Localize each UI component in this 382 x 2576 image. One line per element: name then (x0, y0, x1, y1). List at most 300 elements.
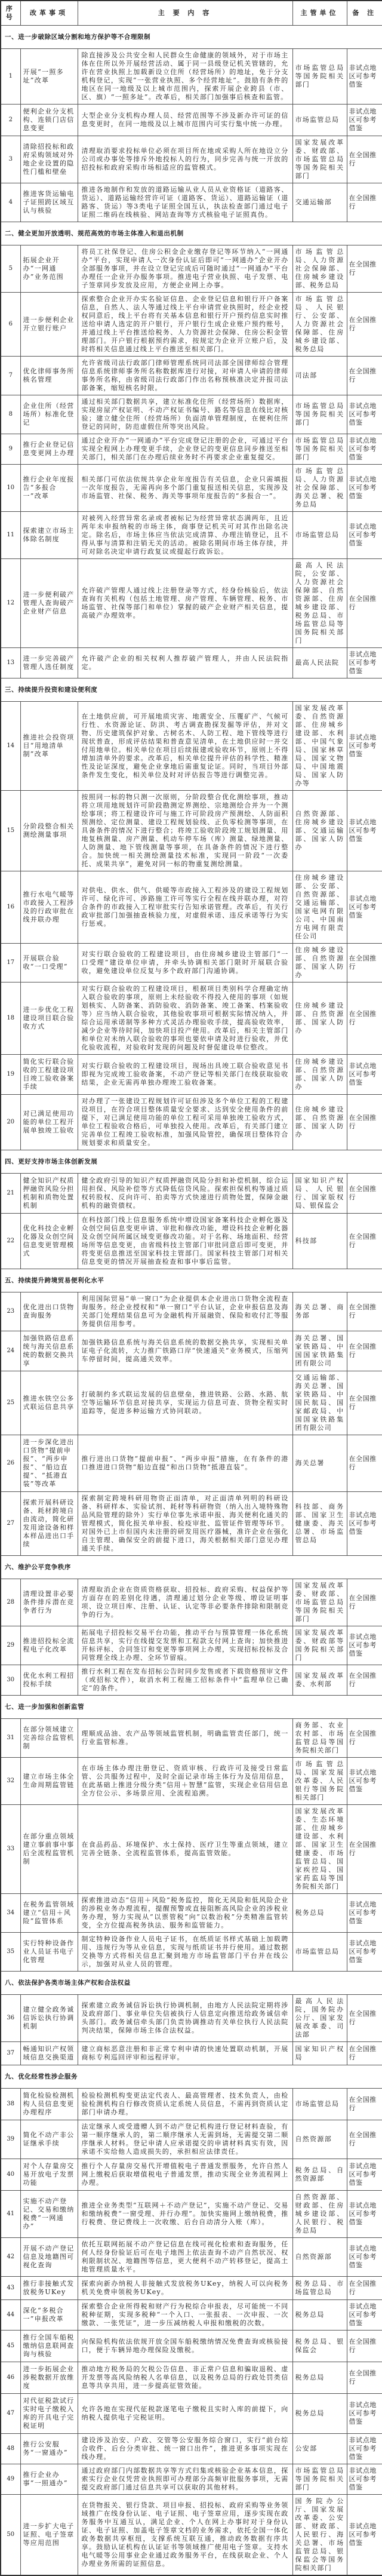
remark: 在全国推行 (347, 559, 382, 648)
reform-item: 推进招投标全流程电子化改革 (20, 1626, 78, 1665)
main-content: 检验检测机构变更法定代表人、最高管理者、技术负责人，由检验检测机构自行修改资质认定系统人员信息，不需再到资质认定部门申请办理。 (78, 2089, 292, 2120)
table-row (1, 1719, 382, 1758)
section-title: 三、持续提升投资和建设便利度 (1, 678, 382, 702)
reform-item: 优化水利工程招投标手续 (20, 1665, 78, 1696)
responsible-department: 交通运输部 (292, 183, 347, 222)
remark: 非试点地区可参考借鉴 (347, 648, 382, 678)
remark: 非试点地区可参考借鉴 (347, 2159, 382, 2191)
table-row (1, 2300, 382, 2331)
section-title: 九、优化经常性涉企服务 (1, 2065, 382, 2089)
responsible-department: 国家发展改革委、财政部、市场监管总局等国务院相关部门 (292, 1579, 347, 1626)
table-row (1, 2434, 382, 2464)
reform-item: 实行特种设备作业人员证书电子化管理 (20, 1933, 78, 1972)
row-number: 29 (1, 1626, 20, 1665)
remark: 在全国推行 (347, 1665, 382, 1696)
remark: 在全国推行 (347, 2089, 382, 2120)
row-number: 11 (1, 512, 20, 559)
remark: 在全国推行 (347, 1805, 382, 1894)
reform-item: 建立健全政务诚信诉讼执行协调机制 (20, 1995, 78, 2042)
reform-item: 进一步深化进出口货物“提前申报”、“两步申报”、“船边直提”、“抵港直装”等改革 (20, 1435, 78, 1492)
responsible-department: 税务总局、银保监会 (292, 2331, 347, 2362)
table-row (1, 702, 382, 791)
main-content: 推行水利工程在发布招标公告时同步发售或者下载资格预审文件（或招标文件），取消水利工程施工招标条件中“监理单位已确定”的条件。 (78, 1665, 292, 1696)
remark: 非试点地区可参考借鉴 (347, 1894, 382, 1933)
table-row (1, 2159, 382, 2191)
remark: 在全国推行 (347, 136, 382, 183)
reform-item: 开展“一照多址”改革 (20, 49, 78, 105)
responsible-department: 国家发展改革委、生态环境部、住房城乡建设部、水利部、国家卫生健康委、市场监管总局、国家疾控局、国家药监局等国务院相关部门 (292, 1805, 347, 1894)
main-content: 法定继承人或受遗赠人到不动产登记机构进行登记材料查验，有第一顺序继承人的，第二顺序继承人无需到场，无需提交第二顺序继承人材料。登记申请人应承诺提交的申请材料真实有效，因承诺不实给他人造成损失的，承担相应法律责任。 (78, 2120, 292, 2159)
table-row (1, 1805, 382, 1894)
main-content: 推进各地制作和发放的道路运输从业人员从业资格证（道路客、货运）、道路运输经营许可证（道路客、货运）、道路运输证（道路客、货运）等3类电子证照全国互认，执法检查部门通过电子证照二维码在线核验、网站查询等方式核验电子证照真伪。 (78, 183, 292, 222)
row-number: 36 (1, 1995, 20, 2042)
responsible-department: 市场监管总局、人力资源社会保障部、海关总署、税务总局 (292, 465, 347, 512)
table-row (1, 1095, 382, 1150)
responsible-department: 最高人民法院，公安部、人力资源社会保障部、自然资源部、住房城乡建设部、税务总局、市场监管总局等国务院相关部门 (292, 559, 347, 648)
table-row (1, 1371, 382, 1435)
row-number: 30 (1, 1665, 20, 1696)
remark: 在全国推行 (347, 1995, 382, 2042)
main-content: 在科技部门线上信息服务系统中增设国家备案科技企业孵化器及众创空间信息变更申请、审批和修改功能，增设科技企业孵化器及众创空间所属区域变更修改功能。对于名称、场地面积、经营场所等信息变更，由省级科技主管部门审批同意后即可变更，并将变更信息推送至国家科技主管部门。国家科技主管部门对相关信息变更的情况开展抽查检查和事中事后监管。 (78, 1214, 292, 1269)
row-number: 3 (1, 136, 20, 183)
reform-item: 深化“多税合一”申报改革 (20, 2300, 78, 2331)
row-number: 28 (1, 1579, 20, 1626)
table-row (1, 648, 382, 678)
main-content: 在货物报关、银行贷款、项目申报、招投标、政府采购等业务领域推广在线身份认证、电子证照、电子签章应用，逐步实现在政务服务中互通互认，满足企业、个人在网上办事时对于身份认证、电子证照、加盖电子签章文档的业务需求，依托全国一体化政务数据共享枢纽，支撑系统互联互通，推动政务数据有序共享。鼓励认证机构在认证证书等领域推广使用电子签章。支持水电气暖等公用事业企业通过政务服务平台，在线获取企业、个人办理业务所需的证照信息。 (78, 2495, 292, 2576)
row-number: 43 (1, 2277, 20, 2300)
header-content: 主 要 内 容 (78, 1, 292, 26)
table-row (1, 1292, 382, 1331)
responsible-department: 市场监管总局 (292, 1933, 347, 1972)
table-row (1, 2495, 382, 2576)
main-content: 推进全业务类型“互联网＋不动产登记”，实施不动产登记、交易和缴纳税费“一窗受理、并行办理”。加快实施网上缴纳税费，推行税费、登记费线上一次收缴、后台自动清分入账（库）。 (78, 2191, 292, 2238)
responsible-department: 最高人民法院，国务院办公厅、国家发展改革委、司法部 (292, 1995, 347, 2042)
header-no: 序号 (1, 1, 20, 26)
main-content: 在土地供应前，可开展地质灾害、地震安全、压覆矿产、气候可行性、水资源论证、防洪、考古调查勘探发掘等评估，并对文物、历史建筑保护对象、古树名木、人防工程、地下管线等进行现状普查，形成评估结果和普查意见清单，在土地供应时一并交付用地单位。相关单位在项目后续报建或验收环节，原则上不得增加清单外的要求。改革后，相关单位提升评估的科学性、精准性及论证深度，避免企业拿地后需重复论证。同时，当项目外部条件发生变化，相关单位及时对评估报告等进行调整完善。 (78, 702, 292, 791)
row-number: 32 (1, 1758, 20, 1805)
remark: 在全国推行 (347, 1719, 382, 1758)
responsible-department: 住房城乡建设部、自然资源部、国家人防办 (292, 944, 347, 982)
section-row (1, 26, 382, 49)
reform-item: 优化律师事务所核名管理 (20, 357, 78, 395)
responsible-department: 税务总局、市场监管总局 (292, 2277, 347, 2300)
table-row (1, 2238, 382, 2277)
reform-item: 进一步便利企业开立银行账户 (20, 293, 78, 357)
table-row (1, 357, 382, 395)
main-content: 健全政府引导的知识产权质押融资风险分担和补偿机制，综合运用担保、风险补偿等方式降低信贷风险。探索担保机构等通过质权转股权、反向许可、拍卖等方式快速进行质物处置，保障金融机构的融资债权。 (78, 1174, 292, 1214)
section-title: 二、健全更加开放透明、规范高效的市场主体准入和退出机制 (1, 222, 382, 245)
responsible-department: 国家知识产权局 (292, 2042, 347, 2065)
responsible-department: 市场监管总局、人民银行、公安部、人力资源社会保障部、住房城乡建设部、税务总局 (292, 293, 347, 357)
remark: 在全国推行 (347, 2277, 382, 2300)
responsible-department: 市场监管总局等国务院相关部门 (292, 395, 347, 434)
reform-item: 开展不动产登记信息及地籍图可视化查询 (20, 2238, 78, 2277)
main-content: 制定特种设备作业人员电子证书，在纸质证书样式基础上加载聘用、违规行为等从业信息，实现与纸质证书并行使用。通过数据交换等方式将相关信息汇聚到地方市场监管部门平台并在线公示，加强对从业人员的管理。 (78, 1933, 292, 1972)
table-row (1, 1579, 382, 1626)
table-row (1, 512, 382, 559)
remark: 在全国推行 (347, 2042, 382, 2065)
table-row (1, 2331, 382, 2362)
responsible-department: 市场监管总局、人力资源社会保障部、住房城乡建设部、税务总局 (292, 245, 347, 293)
table-row (1, 982, 382, 1055)
table-row (1, 2362, 382, 2394)
table-row (1, 2042, 382, 2065)
row-number: 1 (1, 49, 20, 105)
main-content: 探索制定跨境科研用物资正面清单，对正面清单列明的科研设备、科研样本、实验试剂、耗材等科研物资（纳入出入境特殊物品风险管理的除外）实行单位事先承诺申报、海关便利化通关的管理模式，简化报关单申报、检疫审批、监管证件管理等环节。对国外已上市但国内未注册的研发用医疗器械，准许企业在强化自主管理、确保安全的前提下进口，海关根据相关部门意见办理通关手续。 (78, 1492, 292, 1556)
table-row (1, 245, 382, 293)
main-content: 加强铁路信息系统与海关信息系统的数据交换共享，实现相关单证电子化流转，大力推广铁路口岸“快速通关”业务模式，压缩列车停留时间，提高通关效率。 (78, 1331, 292, 1371)
responsible-department: 商务部、农业农村部、市场监管总局等国务院相关部门 (292, 1719, 347, 1758)
responsible-department: 税务总局 (292, 2394, 347, 2434)
remark: 在全国推行 (347, 982, 382, 1055)
reform-item: 在部分重点领域建立事前事中事后全流程监管机制 (20, 1805, 78, 1894)
reform-item: 分阶段整合相关测绘测量事项 (20, 791, 78, 871)
main-content: 允许各地在实现代征税款逐笔电子缴税且实时入库的前提下，向纳税人提供电子完税证明。 (78, 2394, 292, 2434)
table-row (1, 1435, 382, 1492)
table-row (1, 2191, 382, 2238)
responsible-department: 自然资源部 (292, 2238, 347, 2277)
main-content: 推动地方税务局的欠税公告信息、非正常户信息和骗取退税、虚开发票等高风险纳税人名单信息，以及税务总局的行政处罚类信息等共享共用，进一步提高征管效能。 (78, 2362, 292, 2394)
section-row (1, 1972, 382, 1995)
responsible-department: 科技部、商务部、国家卫生健康委、海关总署、市场监管总局 (292, 1492, 347, 1556)
remark: 在全国推行 (347, 1331, 382, 1371)
main-content: 对实行联合验收的工程建设项目，由住房城乡建设主管部门“一口受理”建设单位申请，并牵头协调相关部门限时开展联合验收，避免建设单位反复与多个政府部门沟通协调。 (78, 944, 292, 982)
reform-item: 清理设置非必要条件排斥潜在竞争者行为 (20, 1579, 78, 1626)
remark: 在全国推行 (347, 293, 382, 357)
table-row (1, 1174, 382, 1214)
row-number: 35 (1, 1933, 20, 1972)
row-number: 9 (1, 434, 20, 465)
row-number: 19 (1, 1055, 20, 1095)
reform-item: 在部分领域建立完善综合监管机制 (20, 1719, 78, 1758)
table-row (1, 1055, 382, 1095)
remark: 非试点地区可参考借鉴 (347, 105, 382, 136)
table-header-row (1, 1, 382, 26)
remark: 在全国推行 (347, 2331, 382, 2362)
table-row (1, 871, 382, 944)
main-content: 依托互联网拓展不动产登记信息在线可视化检索和查询服务，任何人经身份验证后可在电子地图上依法查询不动产自然状况、权利限制状况、地籍图等信息，更大便利不动产转移登记，提高土地管理质量水平。 (78, 2238, 292, 2277)
row-number: 37 (1, 2042, 20, 2065)
table-row (1, 1626, 382, 1665)
row-number: 39 (1, 2120, 20, 2159)
row-number: 40 (1, 2159, 20, 2191)
reform-item: 探索开展科研设备、耗材跨境自由流动，简化研发用途设备和样本样品进出口手续 (20, 1492, 78, 1556)
remark: 非试点地区可参考借鉴 (347, 1626, 382, 1665)
remark: 在全国推行 (347, 245, 382, 293)
remark: 非试点地区可参考借鉴 (347, 871, 382, 944)
responsible-department: 市场监管总局、国家发展改革委、人民银行等国务院相关部门 (292, 1758, 347, 1805)
responsible-department: 公安部 (292, 2434, 347, 2464)
table-row (1, 105, 382, 136)
responsible-department: 国家发展改革委、财政部、市场监管总局等国务院相关部门 (292, 136, 347, 183)
row-number: 25 (1, 1371, 20, 1435)
responsible-department: 海关总署 (292, 1435, 347, 1492)
remark: 在全国推行 (347, 357, 382, 395)
reform-item: 优化科技企业孵化器及众创空间信息变更管理模式 (20, 1214, 78, 1269)
remark: 在全国推行 (347, 1214, 382, 1269)
table-row (1, 136, 382, 183)
section-row (1, 2065, 382, 2089)
main-content: 对实行联合验收的工程建设项目，现场出具竣工联合验收意见书即视为完成竣工验收备案，不动产登记等相关部门在线获取验收结果，企业无需再单独办理竣工验收备案。 (78, 1055, 292, 1095)
remark: 非试点地区可参考借鉴 (347, 791, 382, 871)
responsible-department: 交通运输部、海关总署、国家铁路局、中国民航局、国家邮政局、中国国家铁路集团有限公司 (292, 1371, 347, 1435)
main-content: 按照同一标的物只测一次原则，分阶段整合优化测绘事项，推动将立项用地规划许可阶段勘测定界测绘、宗地测绘合并为一个测绘事项；将工程建设许可与施工许可阶段房产预测绘、人防面积预测绘、定位测量、建设工程规划验线、正负零检测等事项，在具备条件的情况下进行整合；将竣工验收阶段竣工规划测量、用地复核测量、房产测量、机动车停车场（库）测量、绿地测量、人防测量、地下管线测量等事项，在具备条件的情况下进行整合。加快统一相关测绘测量技术标准，实现同一阶段“一次委托、成果共享”，避免对同一标的物重复测绘测量。 (78, 791, 292, 871)
reform-item: 进一步拓展企业涉税数据开放维度 (20, 2362, 78, 2394)
table-row (1, 1214, 382, 1269)
row-number: 38 (1, 2089, 20, 2120)
main-content: 清理取消要求投标单位必须在项目所在地或采购人所在地设立分公司或办事处等排斥外地投标人的行为，同步完善与统一开放的招投标和政府采购市场相适应的监管模式。 (78, 136, 292, 183)
responsible-department: 市场监管总局等国务院相关部门 (292, 49, 347, 105)
remark: 在全国推行 (347, 1371, 382, 1435)
row-number: 44 (1, 2300, 20, 2331)
reform-item: 拓展企业开办“一网通办”业务范围 (20, 245, 78, 293)
section-row (1, 1150, 382, 1174)
section-row (1, 678, 382, 702)
row-number: 45 (1, 2331, 20, 2362)
section-row (1, 1269, 382, 1292)
row-number: 20 (1, 1095, 20, 1150)
row-number: 5 (1, 245, 20, 293)
responsible-department: 国家发展改革委、自然资源部、住房城乡建设部、水利部、中国气象局、国家林草局、国家文物局、中国地震局、国家人防办等 (292, 702, 347, 791)
responsible-department: 税务总局、自然资源部 (292, 2159, 347, 2191)
header-remark: 备 注 (347, 1, 382, 26)
main-content: 推行个人存量房交易代开增值税电子普通发票服务，允许自然人网上缴税后获取增值税电子普通发票，推动实现全业务流程网上办理。 (78, 2159, 292, 2191)
table-row (1, 1492, 382, 1556)
reform-item: 推行企业年度报告“多报合一”改革 (20, 465, 78, 512)
responsible-department: 国家发展改革委、财政部等国务院相关部门 (292, 1626, 347, 1665)
reform-item: 进一步便利破产管理人查询破产企业财产信息 (20, 559, 78, 648)
responsible-department: 住房城乡建设部、公安部、自然资源部、交通运输部、国家电网有限公司、中国南方电网有限责任公司 (292, 871, 347, 944)
reform-item: 推进客货运输电子证照跨区域互认与核验 (20, 183, 78, 222)
remark: 非试点地区可参考借鉴 (347, 2238, 382, 2277)
main-content: 推行进出口货物“提前申报”、“两步申报”措施，在有条件的港口推进进口货物“船边直提”和出口货物“抵港直装”。 (78, 1435, 292, 1492)
reform-item: 推进社会投资项目“用地清单制”改革 (20, 702, 78, 791)
row-number: 50 (1, 2495, 20, 2576)
table-row (1, 1933, 382, 1972)
reform-item: 实施不动产登记、交易和缴纳税费“一网通办” (20, 2191, 78, 2238)
remark: 非试点地区可参考借鉴 (347, 512, 382, 559)
main-content: 建立商标恶意注册和非正常专利申请的快速处置联动机制，开展商标专利巡回评审和远程评审。 (78, 2042, 292, 2065)
main-content: 利用国际贸易“单一窗口”为企业提供本企业进出口货物全流程查询服务。经企业授权和“单一窗口”平台认证，企业申报信息及海关部门处理结果信息可为金融机构开展融资、保险和收付汇等服务提供信用参考。 (78, 1292, 292, 1331)
reform-item: 进一步优化工程建设项目联合验收方式 (20, 982, 78, 1055)
remark: 在全国推行 (347, 1095, 382, 1150)
remark: 非试点地区可参考借鉴 (347, 2464, 382, 2495)
responsible-department: 市场监管总局等国务院相关部门 (292, 434, 347, 465)
remark: 在全国推行 (347, 944, 382, 982)
main-content: 对实行联合验收的工程建设项目，根据项目类别科学合理确定纳入联合验收的事项，原则上未经验收不得投入使用的事项（如规划核实、人防备案、消防验收、消防备案、竣工备案、档案验收等）应当纳入联合验收，其他验收事项可根据实际情况纳入，并综合运用承诺制等多种方式灵活办理验收手续，提高验收效率，减少企业等待时间，加快项目投产使用。改革后，相关主管部门和单位对未纳入联合验收的事项也要依申请及时进行验收，并优化验收流程，对验收时发现的问题及时督促建设单位整改。 (78, 982, 292, 1055)
responsible-department: 住房城乡建设部、自然资源部、国家人防办 (292, 1055, 347, 1095)
remark: 在全国推行 (347, 2120, 382, 2159)
reform-item: 探索建立市场主体除名制度 (20, 512, 78, 559)
responsible-department: 市场监管总局 (292, 512, 347, 559)
remark: 非试点地区可参考借鉴 (347, 395, 382, 434)
reform-item: 对已满足使用功能的单位工程开展单独竣工验收 (20, 1095, 78, 1150)
table-row (1, 1894, 382, 1933)
remark: 非试点地区可参考借鉴 (347, 2434, 382, 2464)
reform-item: 推行非接触式发放税务UKey (20, 2277, 78, 2300)
remark: 在全国推行 (347, 1292, 382, 1331)
section-title: 六、维护公平竞争秩序 (1, 1556, 382, 1579)
reform-item: 建立市场主体全生命周期监管链 (20, 1758, 78, 1805)
row-number: 31 (1, 1719, 20, 1758)
table-body (1, 26, 382, 2576)
main-content: 允许破产管理人通过线上注册登录等方式，经身份核验后，依法查询有关机构（包括土地管理、房产管理、车辆管理、税务、市场监管、社保等部门和单位）掌握的破产企业财产相关信息，提高破产办理效率。 (78, 559, 292, 648)
row-number: 10 (1, 465, 20, 512)
responsible-department: 国家知识产权局、人民银行、国家版权局、银保监会 (292, 1174, 347, 1214)
reform-item: 健全知识产权质押融资风险分担机制和质物处置机制 (20, 1174, 78, 1214)
main-content: 对被列入经营异常名录或者被标记为经营异常状态满两年，且近两年未申报纳税的市场主体，商事登记机关可对其作出除名决定。除名后，市场主体应当依法完成清算、办理注销登记，且不得从事与清算和注销无关的活动。被除名期间市场主体存续，并可对除名决定申请行政复议或提起行政诉讼。 (78, 512, 292, 559)
reform-item: 企业住所（经营场所）标准化登记 (20, 395, 78, 434)
row-number: 26 (1, 1435, 20, 1492)
row-number: 41 (1, 2191, 20, 2238)
reform-item: 对个人存量房交易开放电子发票功能 (20, 2159, 78, 2191)
main-content: 相关部门可依法依规共享企业年度报告有关信息，企业只需填报一次年度报告，无需再向多个部门重复报送相关信息，实现涉及市场监管、社保、税务、海关等事项年度报告的“多报合一”。 (78, 465, 292, 512)
reform-item: 推行水电气暖等市政接入工程涉及的行政审批在线并联办理 (20, 871, 78, 944)
table-row (1, 791, 382, 871)
row-number: 17 (1, 944, 20, 982)
responsible-department: 海关总署、国家铁路局、中国国家铁路集团有限公司 (292, 1331, 347, 1371)
table-row (1, 293, 382, 357)
row-number: 21 (1, 1174, 20, 1214)
main-content: 向保险机构依法依规开放全国车船税缴纳情况免费查询或核验接口，便于车辆异地办理保险及缴税。 (78, 2331, 292, 2362)
reform-item: 畅通知识产权领域信息交换渠道 (20, 2042, 78, 2065)
row-number: 34 (1, 1894, 20, 1933)
remark: 在全国推行 (347, 1579, 382, 1626)
header-dept: 主管单位 (292, 1, 347, 26)
table-row (1, 395, 382, 434)
main-content: 清理取消企业在资质资格获取、招投标、政府采购、权益保护等方面存在的差别化待遇，清理通过划分企业等级、增设证明事项、设立项目库、注册、认证、认定等非必要条件排除和限制竞争的行为。 (78, 1579, 292, 1626)
responsible-department: 最高人民法院 (292, 648, 347, 678)
remark: 非试点地区可参考借鉴 (347, 1055, 382, 1095)
responsible-department: 海关总署、商务部 (292, 1292, 347, 1331)
row-number: 47 (1, 2394, 20, 2434)
main-content: 探索向新办纳税人非接触式发放税务UKey，纳税人可以向税务机关免费申领税务UKey。 (78, 2277, 292, 2300)
main-content: 探索整合企业所得税和财产行为税综合申报表，尽可能统一不同税种征期，实现多税种“一个入口、一张报表、一次申报、一次缴款、一张凭证”，进一步压减纳税人申报和缴税的次数。 (78, 2300, 292, 2331)
section-title: 五、持续提升跨境贸易便利化水平 (1, 1269, 382, 1292)
remark: 非试点地区可参考借鉴 (347, 1758, 382, 1805)
row-number: 7 (1, 357, 20, 395)
section-title: 四、更好支持市场主体创新发展 (1, 1150, 382, 1174)
reform-item: 推行企业登记信息变更网上办理 (20, 434, 78, 465)
reform-item: 简化实行联合验收的工程建设项目竣工验收备案手续 (20, 1055, 78, 1095)
main-content: 探索建立政务诚信诉讼执行协调机制，由地方人民法院定期将涉及政府部门、事业单位失信被执行人信息定向推送给政务诚信牵头部门。政务诚信牵头部门负责协调推动有关单位执行人民法院判决结果，保障市场主体合法权益。 (78, 1995, 292, 2042)
row-number: 48 (1, 2434, 20, 2464)
reform-item: 推行全国车船税缴纳信息联网查询与核验 (20, 2331, 78, 2362)
remark: 非试点地区可参考借鉴 (347, 465, 382, 512)
reform-item: 便利企业分支机构、连锁门店信息变更 (20, 105, 78, 136)
row-number: 49 (1, 2464, 20, 2495)
row-number: 15 (1, 791, 20, 871)
row-number: 18 (1, 982, 20, 1055)
reform-item: 简化检验检测机构人员信息变更办理程序 (20, 2089, 78, 2120)
remark: 非试点地区可参考借鉴 (347, 702, 382, 791)
main-content: 对供电、供水、供气、供暖等市政接入工程涉及的建设工程规划许可、绿化许可、涉路施工许可等实行全程在线并联办理，对符合条件的市政接入工程审批实行告知承诺管理。改革后，有关行政审批部门加强抽查核验力度，对虚假承诺、违反承诺等行为实行惩戒。 (78, 871, 292, 944)
table-row (1, 1758, 382, 1805)
row-number: 22 (1, 1214, 20, 1269)
row-number: 42 (1, 2238, 20, 2277)
responsible-department: 自然资源部 (292, 2120, 347, 2159)
main-content: 允许省级司法行政部门律师管理系统同司法部全国律师综合管理信息系统律师事务所名称数据库进行对接，对申请人申请的律师事务所名称，由省级司法行政部门作出名称预核准决定并报司法部备案，缩短核名时限。 (78, 357, 292, 395)
section-title: 一、进一步破除区域分割和地方保护等不合理限制 (1, 26, 382, 49)
remark: 在全国推行 (347, 1174, 382, 1214)
remark: 在全国推行 (347, 1435, 382, 1492)
main-content: 拓展电子招投标交易平台功能，推动平台与预算管理一体化系统信息共享，实行在线提交发票和工程款支付网上查询；加快推进开标评标、合同签订和变更等事项网上办理，实现招标投标及合同管理全线上办理、全环节留痕。 (78, 1626, 292, 1665)
table-row (1, 944, 382, 982)
reform-item: 优化进出口货物查询服务 (20, 1292, 78, 1331)
responsible-department: 国家发展改革委、水利部 (292, 1665, 347, 1696)
main-content: 通过相关部门数据共享，建立标准化住所（经营场所）数据库，实现房屋产权证明、不动产权证书编号、路名等信息在线比对核验；建立健全住所（经营场所）负面清单管理制度，在便利住所登记的同时，防范虚假住所等突出风险。 (78, 395, 292, 434)
header-item: 改革事项 (20, 1, 78, 26)
reform-item: 进一步扩大电子证照、电子签章等应用范围 (20, 2495, 78, 2576)
table-row (1, 183, 382, 222)
table-row (1, 434, 382, 465)
remark: 非试点地区可参考借鉴 (347, 2495, 382, 2576)
responsible-department: 住房城乡建设部、自然资源部、国家人防办 (292, 1095, 347, 1150)
responsible-department: 市场监管总局 (292, 105, 347, 136)
table-row (1, 2394, 382, 2434)
responsible-department: 自然资源部、财政部、住房城乡建设部、人民银行、税务总局 (292, 2191, 347, 2238)
row-number: 2 (1, 105, 20, 136)
responsible-department: 司法部 (292, 357, 347, 395)
remark: 在全国推行 (347, 2362, 382, 2394)
row-number: 23 (1, 1292, 20, 1331)
row-number: 24 (1, 1331, 20, 1371)
remark: 非试点地区可参考借鉴 (347, 1933, 382, 1972)
table-row (1, 2120, 382, 2159)
table-row (1, 559, 382, 648)
row-number: 12 (1, 559, 20, 648)
main-content: 除直接涉及公共安全和人民群众生命健康的领域外，对于市场主体在住所以外开展经营活动、属于同一县级登记机关管辖的，允许在营业执照上加载新设立住所（经营场所）的地址，免于分支机构登记，实现“一张营业执照、多个经营地址”。鼓励有条件的地区在同一地级及以上城市范围内，探索开展企业跨县（市、区、旗）“一照多址”。改革后，相关部门加强事后核查和监管。 (78, 49, 292, 105)
main-content: 通过政府部门内部数据共享等方式归集或核验企业基本信息，探索实行企业仅凭营业执照即可办理部分高频审批服务事项，无需提交政府部门通过信息共享可以获取的其他材料。 (78, 2464, 292, 2495)
remark: 非试点地区可参考借鉴 (347, 49, 382, 105)
responsible-department: 税务总局 (292, 2362, 347, 2394)
reform-item: 进一步完善破产管理人选任制度 (20, 648, 78, 678)
remark: 非试点地区可参考借鉴 (347, 1492, 382, 1556)
responsible-department: 市场监管总局 (292, 2089, 347, 2120)
main-content: 探索整合企业开办实名验证信息、企业登记信息和银行开户备案信息，自然人、法人等通过线上平台申请营业执照时，经企业授权同意后，线上平台将有关基本信息和银行开户预约信息实时推送给申请人选定的开户银行，开户银行生成企业账户预约账号，并通过线上平台推送给税务、人力资源社会保障、住房公积金管理部门。开户银行根据预约需求，按规定为企业开立账户后，及时将相关信息通过线上平台推送至相关部门。 (78, 293, 292, 357)
row-number: 33 (1, 1805, 20, 1894)
row-number: 14 (1, 702, 20, 791)
row-number: 46 (1, 2362, 20, 2394)
row-number: 6 (1, 293, 20, 357)
main-content: 探索推进动态“信用＋风险”税务监控，简化无风险和低风险企业的涉税业务办理流程，提醒预警或直接阻断高风险企业的涉税业务办理，努力实现从“以票管税”向“以数治税”分类精准监管转变，全方位提高税务执法、服务和监管能力。 (78, 1894, 292, 1933)
main-content: 打破制约多式联运发展的信息壁垒，推进铁路、公路、水路、航空等运输环节信息对接共享，实现运力信息可查、货物全程实时追踪等，促进多种运输方式协同联动。 (78, 1371, 292, 1435)
reform-item: 推行企业办事“一照通办” (20, 2464, 78, 2495)
reform-item: 简化不动产非公证继承手续 (20, 2120, 78, 2159)
remark: 非试点地区可参考借鉴 (347, 2394, 382, 2434)
row-number: 13 (1, 648, 20, 678)
main-content: 将员工社保登记、住房公积金企业缴存登记等环节纳入“一网通办”平台，实现申请人一次身份认证后即可“一网通办”企业开办全部服务事项，并在设立登记完成后可随时通过“一网通办”平台办理任一企业开办服务事项。推进电子营业执照、电子发票、电子签章同步发放及应用，方便企业网上办事。 (78, 245, 292, 293)
responsible-department: 税务总局 (292, 2300, 347, 2331)
remark: 非试点地区可参考借鉴 (347, 434, 382, 465)
section-row (1, 222, 382, 245)
reform-item: 对代征税款试行实时电子缴税入库的开具电子完税证明 (20, 2394, 78, 2434)
reform-item: 在税务监管领域建立“信用＋风险”监管体系 (20, 1894, 78, 1933)
reform-item: 加强铁路信息系统与海关信息系统的数据交换共享 (20, 1331, 78, 1371)
remark: 在全国推行 (347, 183, 382, 222)
reform-item: 开展联合验收“一口受理” (20, 944, 78, 982)
remark: 非试点地区可参考借鉴 (347, 2300, 382, 2331)
section-row (1, 1556, 382, 1579)
table-row (1, 2464, 382, 2495)
responsible-department: 市场监管总局等国务院相关部门 (292, 2464, 347, 2495)
row-number: 8 (1, 395, 20, 434)
main-content: 对办理了一张建设工程规划许可证但涉及多个单位工程的工程建设项目，在符合项目整体质量安全要求、达到安全使用条件的前提下，对已满足使用功能的单位工程可采用单独竣工验收方式，单位工程验收合格后，可单独投入使用。改革后，有关部门建立完善单位工程竣工验收标准，加强风险管控，确保项目整体符合规划要求和质量安全。 (78, 1095, 292, 1150)
reform-item: 推行公安服务“一窗通办” (20, 2434, 78, 2464)
table-row (1, 465, 382, 512)
section-title: 七、进一步加强和创新监管 (1, 1696, 382, 1719)
reform-item: 清除招投标和政府采购领域对外地企业设置的隐性门槛和壁垒 (20, 136, 78, 183)
